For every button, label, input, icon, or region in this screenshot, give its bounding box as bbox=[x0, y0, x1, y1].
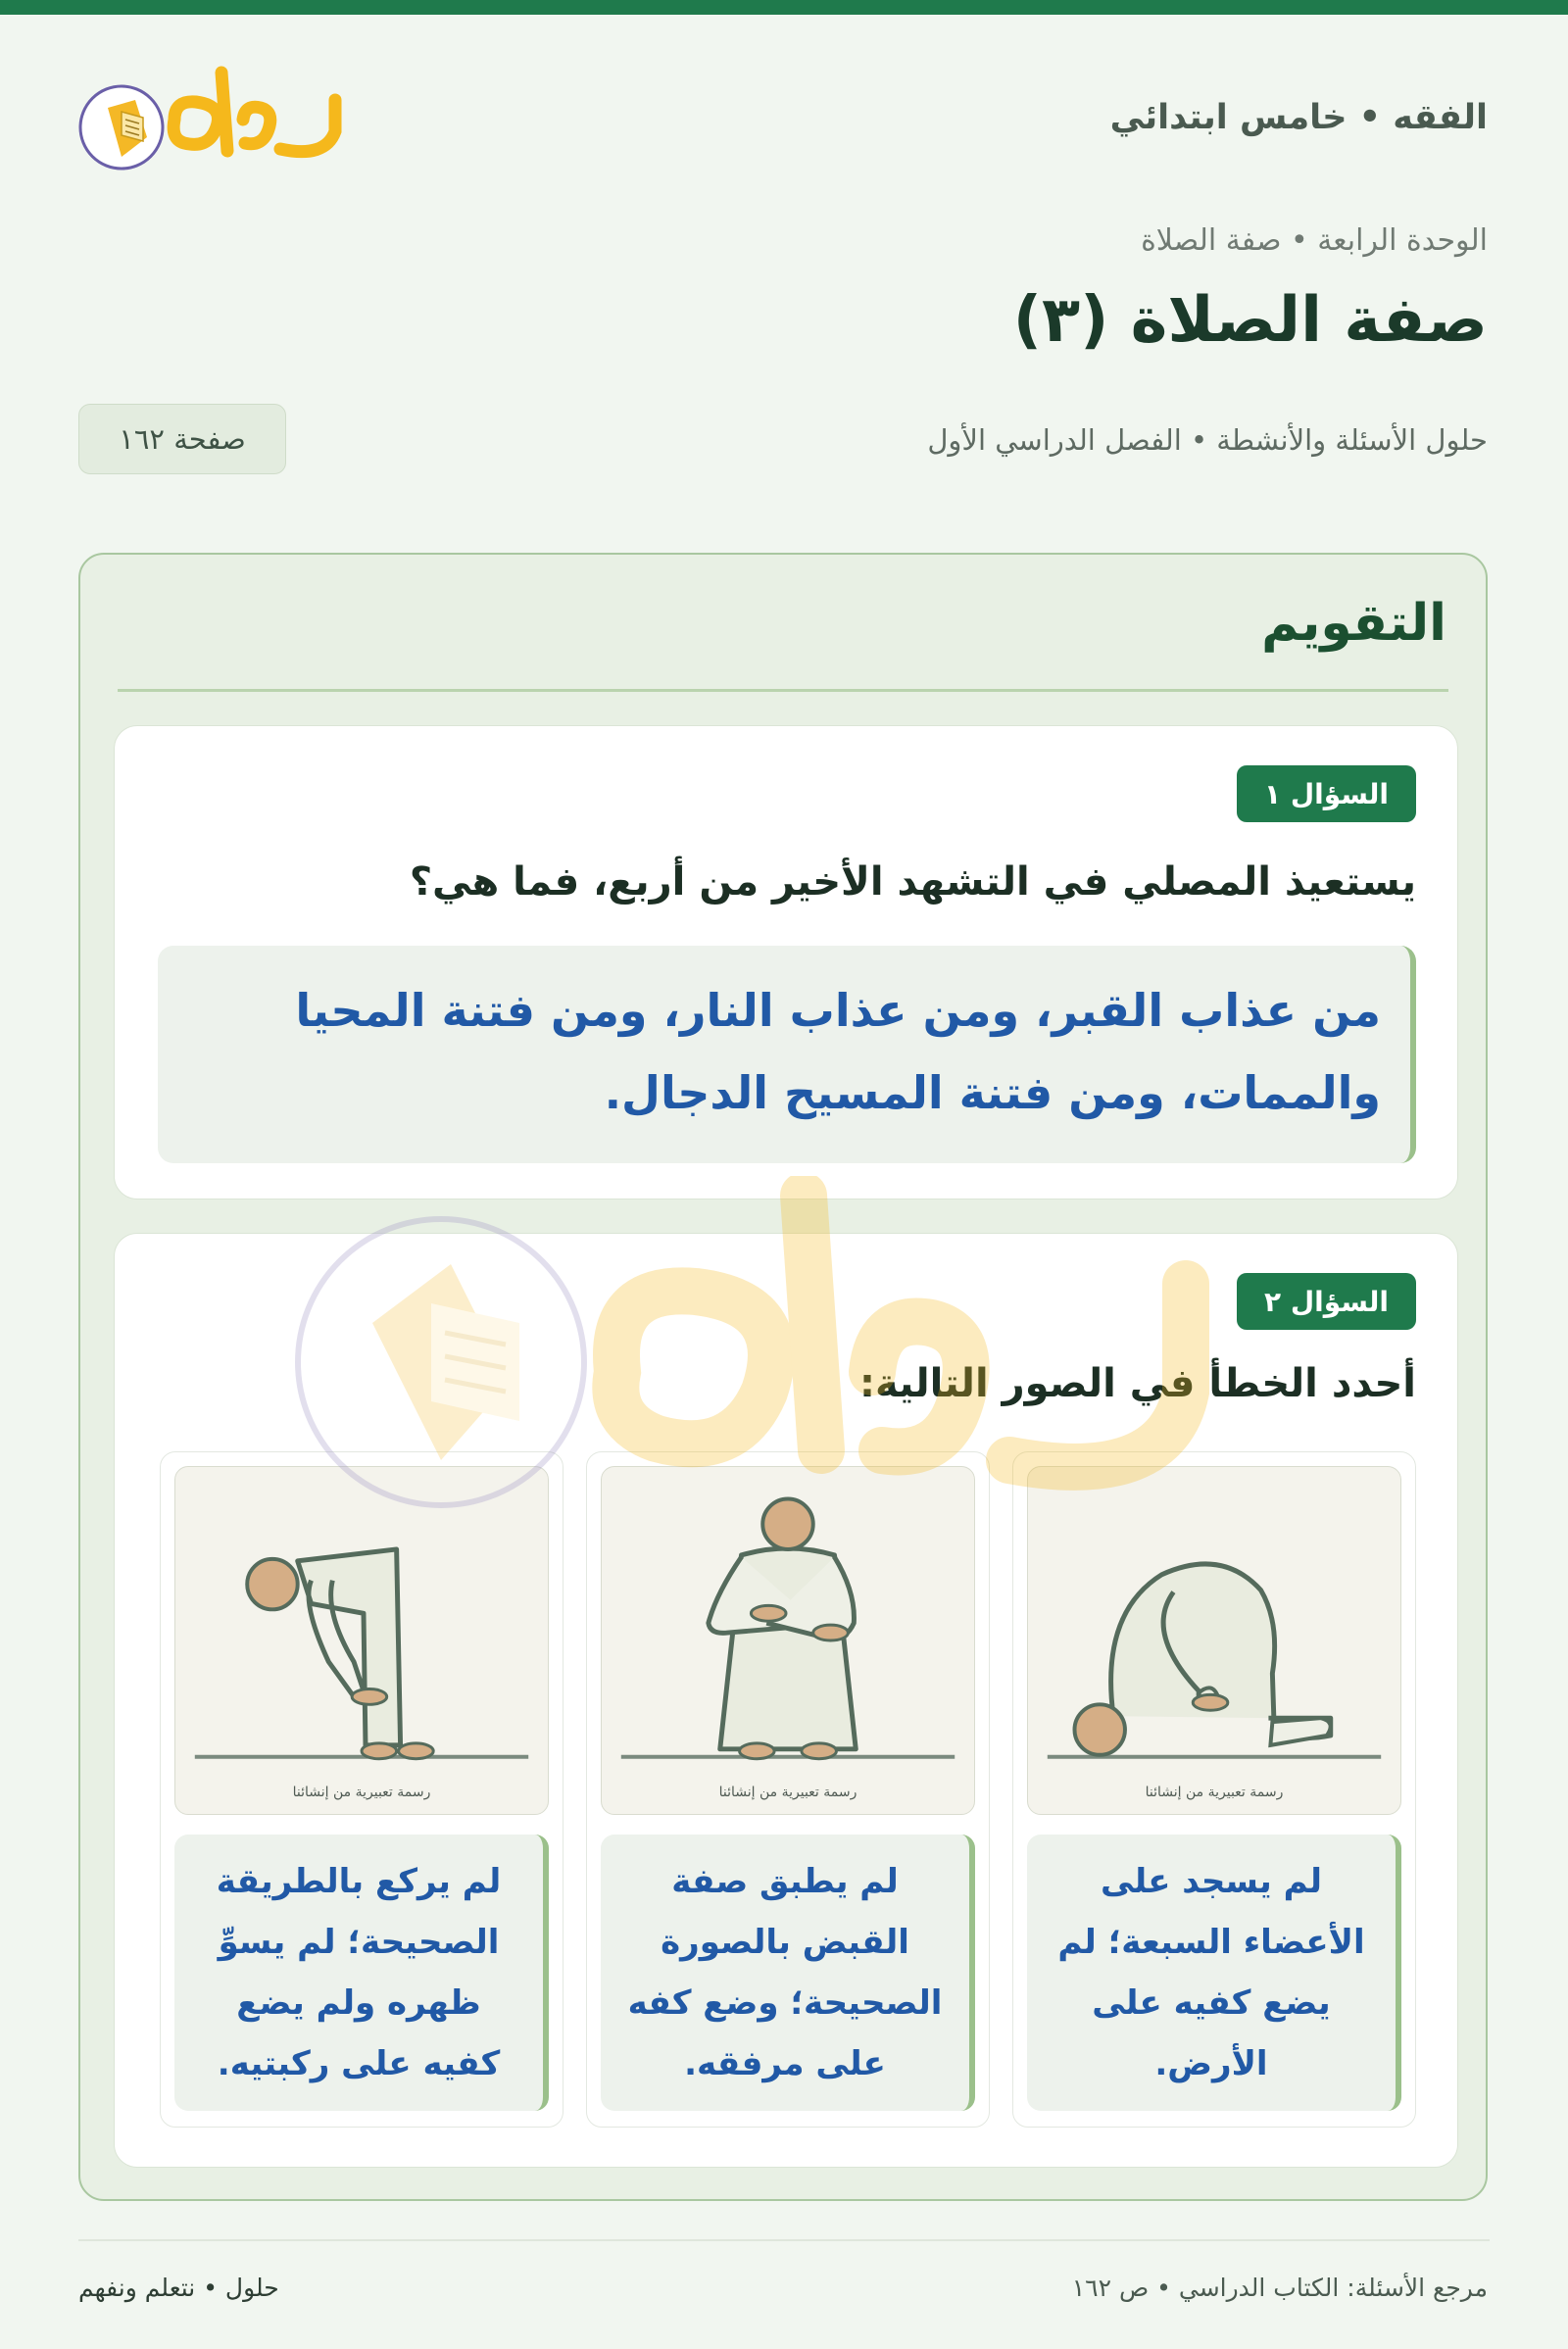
breadcrumb[interactable]: الوحدة الرابعة • صفة الصلاة bbox=[1141, 223, 1488, 258]
top-accent-bar bbox=[0, 0, 1568, 15]
figure-caption: رسمة تعبيرية من إنشائنا bbox=[718, 1785, 858, 1800]
question-badge: السؤال ٢ bbox=[1237, 1273, 1416, 1330]
page-subtitle: حلول الأسئلة والأنشطة • الفصل الدراسي الأول bbox=[927, 423, 1488, 457]
answer-line: والممات، ومن فتنة المسيح الدجال. bbox=[604, 1066, 1381, 1119]
page-number-badge: صفحة ١٦٢ bbox=[78, 404, 286, 474]
figure-caption: رسمة تعبيرية من إنشائنا bbox=[1145, 1785, 1284, 1800]
section-title: التقويم bbox=[1261, 594, 1446, 653]
evaluation-panel bbox=[78, 553, 1488, 2201]
figure-illustration bbox=[1027, 1466, 1401, 1815]
figure-card-prostration bbox=[1012, 1451, 1416, 2128]
figure-card-bowing bbox=[160, 1451, 564, 2128]
footer-tagline: حلول • نتعلم ونفهم bbox=[78, 2274, 279, 2302]
page-title: صفة الصلاة (٣) bbox=[1012, 284, 1488, 357]
figure-answer: لم يسجد على الأعضاء السبعة؛ لم يضع كفيه على الأرض. bbox=[1027, 1835, 1401, 2111]
footer-divider bbox=[78, 2239, 1490, 2241]
question-card-1 bbox=[114, 725, 1458, 1199]
section-divider bbox=[118, 689, 1448, 692]
question-text: يستعيذ المصلي في التشهد الأخير من أربع، فما هي؟ bbox=[409, 859, 1416, 905]
question-text: أحدد الخطأ في الصور التالية: bbox=[858, 1361, 1416, 1406]
question-card-2 bbox=[114, 1233, 1458, 2168]
figure-illustration bbox=[174, 1466, 549, 1815]
figure-illustration bbox=[601, 1466, 975, 1815]
brand-logo[interactable] bbox=[78, 61, 353, 178]
answer-line: من عذاب القبر، ومن عذاب النار، ومن فتنة المحيا bbox=[295, 984, 1381, 1037]
question-badge: السؤال ١ bbox=[1237, 765, 1416, 822]
footer-reference: مرجع الأسئلة: الكتاب الدراسي • ص ١٦٢ bbox=[1071, 2274, 1488, 2302]
figure-caption: رسمة تعبيرية من إنشائنا bbox=[292, 1785, 431, 1800]
figure-card-standing bbox=[586, 1451, 990, 2128]
figure-answer: لم يركع بالطريقة الصحيحة؛ لم يسوِّ ظهره ولم يضع كفيه على ركبتيه. bbox=[174, 1835, 549, 2111]
subject-label: الفقه • خامس ابتدائي bbox=[1109, 98, 1488, 137]
answer-box bbox=[158, 946, 1416, 1163]
prostration-figure-icon bbox=[1028, 1467, 1400, 1814]
figure-answer: لم يطبق صفة القبض بالصورة الصحيحة؛ وضع كفه على مرفقه. bbox=[601, 1835, 975, 2111]
bowing-figure-icon bbox=[175, 1467, 548, 1814]
standing-figure-icon bbox=[602, 1467, 974, 1814]
